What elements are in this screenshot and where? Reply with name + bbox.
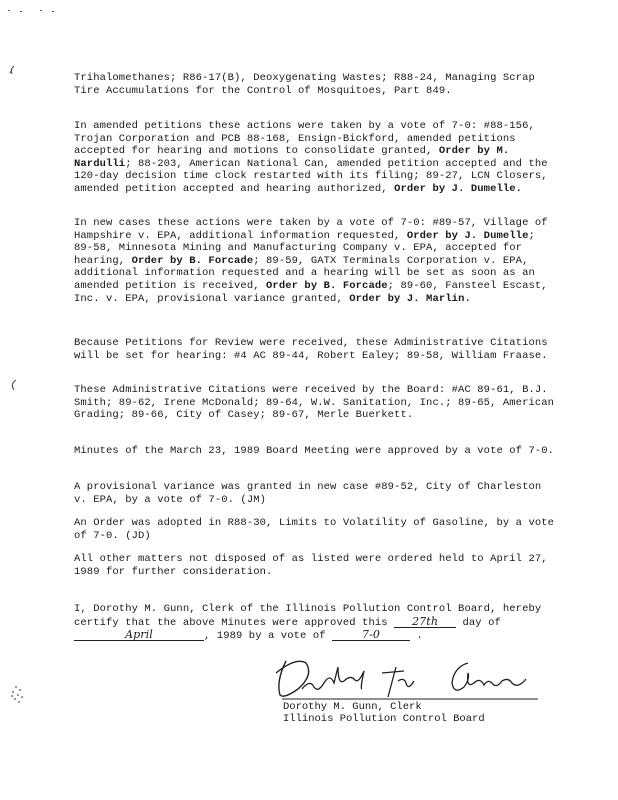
text-run: . <box>410 630 423 643</box>
minutes-paragraph-matters-held: All other matters not disposed of as listed were ordered held to April 27, 1989 for further consideration. <box>74 553 548 578</box>
text-run: ; 89-58, Minnesota Mining and Manufacturing Company v. EPA, accepted for hearing, <box>74 229 535 267</box>
certification-paragraph <box>74 603 560 643</box>
order-attribution: Order by B. Forcade <box>131 254 254 267</box>
text-run: In new cases these actions were taken by a vote of 7-0: #89-57, Village of Hampshire v. EPA, additional information requested, <box>74 217 548 242</box>
minutes-paragraph-amended-petitions <box>74 120 560 196</box>
signatory-name: Dorothy M. Gunn, Clerk <box>283 701 422 713</box>
text-run: In amended petitions these actions were taken by a vote of 7-0: #88-156, Trojan Corporation and PCB 88-168, Ensign-Bickford, amended petitions accepted for hearing and motions to consolidate granted, <box>74 120 535 158</box>
handwritten-signature <box>272 655 542 705</box>
text-run: ; 88-203, American National Can, amended petition accepted and the 120-day decision time clock restarted with its filing; 89-27, LCN Closers, amended petition accepted and hearing authorized, <box>74 157 548 195</box>
order-attribution: Order by J. Dumelle <box>406 229 529 242</box>
text-run: day of <box>456 616 501 629</box>
minutes-paragraph-minutes-approval: Minutes of the March 23, 1989 Board Meeting were approved by a vote of 7-0. <box>74 445 555 457</box>
text-run: ; 89-59, GATX Terminals Corporation v. EPA, additional information requested and a hearing will be set as soon as an amended petition is received, <box>74 254 535 292</box>
signatory-title: Illinois Pollution Control Board <box>283 713 485 725</box>
approval-month-field: April <box>74 629 204 641</box>
minutes-paragraph-administrative-citations: These Administrative Citations were received by the Board: #AC 89-61, B.J. Smith; 89-62, Irene McDonald; 89-64, W.W. Sanitation, Inc.; 89-65, American Grading; 89-66, City of Casey; 89-67, Merle Buerkett. <box>74 384 555 422</box>
order-attribution: Order by J. Marlin. <box>349 292 471 305</box>
text-run: I, Dorothy M. Gunn, Clerk of the Illinois Pollution Control Board, hereby certify that the above Minutes were approved this <box>74 603 542 629</box>
minutes-paragraph-order-adopted: An Order was adopted in R88-30, Limits to Volatility of Gasoline, by a vote of 7-0. (JD) <box>74 517 555 542</box>
order-attribution: Order by M. Nardulli <box>74 145 510 170</box>
minutes-paragraph-provisional-variance: A provisional variance was granted in new case #89-52, City of Charleston v. EPA, by a vote of 7-0. (JM) <box>74 481 542 506</box>
minutes-paragraph-rulemakings: Trihalomethanes; R86-17(B), Deoxygenating Wastes; R88-24, Managing Scrap Tire Accumulations for the Control of Mosquitoes, Part 849. <box>74 72 535 97</box>
order-attribution: Order by J. Dumelle. <box>394 182 523 195</box>
approval-vote-field: 7-0 <box>332 629 410 641</box>
minutes-paragraph-new-cases <box>74 217 560 305</box>
minutes-paragraph-petitions-for-review: Because Petitions for Review were received, these Administrative Citations will be set for hearing: #4 AC 89-44, Robert Ealey; 89-58, William Fraase. <box>74 337 548 362</box>
approval-day-field: 27th <box>394 616 456 628</box>
text-run: , 1989 by a vote of <box>204 630 333 643</box>
signature-block <box>283 701 485 725</box>
text-run: ; 89-60, Fansteel Escast, Inc. v. EPA, provisional variance granted, <box>74 279 548 305</box>
order-attribution: Order by B. Forcade <box>266 279 388 292</box>
